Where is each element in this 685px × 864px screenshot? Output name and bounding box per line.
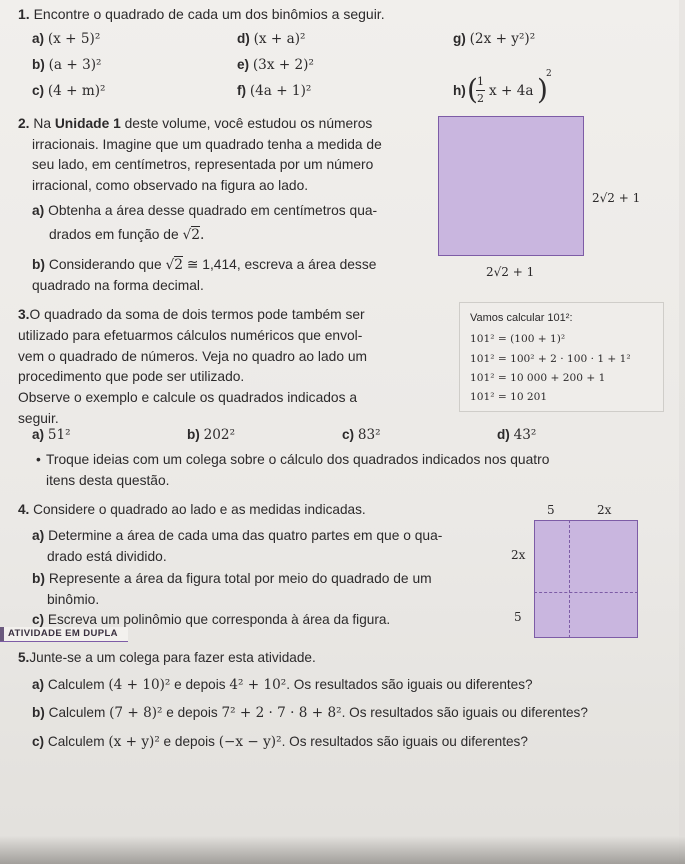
q4-fig-left-bottom-label: 5 [514, 610, 522, 624]
q2-line-1: Na Unidade 1 deste volume, você estudou os números [33, 116, 373, 131]
q1-item-g: g) (2x + y²)² [453, 31, 536, 47]
q1-item-c: c) (4 + m)² [32, 83, 106, 99]
q1-item-f: f) (4a + 1)² [237, 83, 312, 99]
badge-marker [0, 627, 4, 641]
q5-item-c: c) Calculem (x + y)² e depois (−x − y)². Os resultados são iguais ou diferentes? [32, 734, 528, 750]
q3-box-line: 101² = (100 + 1)² [470, 333, 566, 345]
q4-item-b: b) Represente a área da figura total por meio do quadrado de um binômio. [32, 571, 432, 607]
page-bottom-shadow [0, 836, 685, 864]
q3-box-line: 101² = 100² + 2 · 100 · 1 + 1² [470, 353, 631, 365]
q4-divider-vertical [569, 520, 570, 638]
q3-item-c: c) 83² [342, 427, 381, 443]
q1-heading [18, 6, 385, 22]
q3-paragraph: 3.O quadrado da soma de dois termos pode também ser utilizado para efetuarmos cálculos numéricos que envol- vem o quadrado de números. Veja no quadro ao lado um procedimento que pode ser utilizado. Observe o exemplo e calcule os quadrados indicados a seguir. [18, 307, 367, 426]
q4-fig-top-left-label: 5 [547, 503, 555, 517]
q2-bold-term: Unidade 1 [54, 116, 121, 131]
q4-fig-left-top-label: 2x [511, 548, 526, 562]
q5-heading: 5.Junte-se a um colega para fazer esta atividade. [18, 650, 316, 665]
textbook-page: 1. Encontre o quadrado de cada um dos binômios a seguir. a) (x + 5)² b) (a + 3)² c) (4 + m)² d) (x + a)² e) (3x + 2)² f) (4a + 1)² g) (2x + y²)² h) ( 1 2 x + 4a ) 2 2. Na Unidade 1 deste volume, você estudou os números irracionais. Imagine que um quadrado tenha a medida de seu lado, em centímetros, representada por um número irracional, como observado na figura ao lado. a) Obtenha a área desse quadrado em centímetros qua- drados em função de √2. b) Considerando que √2 ≅ 1,414, escreva a área desse quadrado na forma decimal. 2√2 + 1 2√2 + 1 3.O quadrado da soma de dois termos pode também ser utilizado para efetuarmos cálculos numéricos que envol- vem o quadrado de números. Veja no quadro ao lado um procedimento que pode ser utilizado. Observe o exemplo e calcule os quadrados indicados a seguir. Vamos calcular 101²: 101² = (100 + 1)² 101² = 100² + 2 · 100 · 1 + 1² 101² = 10 000 + 200 + 1 101² = 10 201 a) 51² b) 202² c) 83² d) 43² • Troque ideias com um colega sobre o cálculo dos quadrados indicados nos quatro itens desta questão. 4. Considere o quadrado ao lado e as medidas indicadas. a) Determine a área de cada uma das quatro partes em que o qua- drado está dividido. b) Represente a área da figura total por meio do quadrado de um binômio. c) Escreva um polinômio que corresponda à área da figura. 5 2x 2x 5 ATIVIDADE EM DUPLA 5.Junte-se a um colega para fazer esta atividade. a) Calculem (4 + 10)² e depois 4² + 10². Os resultados são iguais ou diferentes? b) Calculem (7 + 8)² e depois 7² + 2 · 7 · 8 + 8². Os resultados são iguais ou diferentes? c) Calculem (x + y)² e depois (−x − y)². Os resultados são iguais ou diferentes? [0, 0, 685, 864]
badge-text: ATIVIDADE EM DUPLA [8, 628, 118, 639]
q5-item-b: b) Calculem (7 + 8)² e depois 7² + 2 · 7 · 8 + 8². Os resultados são iguais ou diferentes? [32, 705, 588, 721]
q3-item-d: d) 43² [497, 427, 537, 443]
q2-square-figure [438, 116, 584, 256]
q2-fig-side-right-label: 2√2 + 1 [592, 191, 641, 205]
q3-example-box [459, 302, 664, 412]
q3-box-title: Vamos calcular 101²: [470, 312, 573, 324]
q4-heading: 4. Considere o quadrado ao lado e as medidas indicadas. [18, 502, 366, 517]
q1-item-b: b) (a + 3)² [32, 57, 102, 73]
q1-number: 1. [18, 6, 30, 22]
q4-item-a: a) Determine a área de cada uma das quatro partes em que o qua- drado está dividido. [32, 528, 443, 564]
q4-item-c: c) Escreva um polinômio que corresponda à área da figura. [32, 612, 391, 627]
bullet-icon: • [36, 452, 41, 467]
page-edge [679, 0, 685, 864]
q2-item-b: b) Considerando que √2 ≅ 1,414, escreva a área desse quadrado na forma decimal. [32, 257, 377, 293]
q2-paragraph: 2. Na Unidade 1 deste volume, você estudou os números irracionais. Imagine que um quadrado tenha a medida de seu lado, em centímetros, representada por um número irracional, como observado na figura ao lado. [18, 116, 382, 193]
q2-item-a: a) Obtenha a área desse quadrado em centímetros qua- drados em função de √2. [32, 203, 378, 243]
activity-badge [0, 627, 128, 642]
q5-item-a: a) Calculem (4 + 10)² e depois 4² + 10². Os resultados são iguais ou diferentes? [32, 677, 533, 693]
q4-divider-horizontal [534, 592, 638, 593]
q3-bullet: • Troque ideias com um colega sobre o cálculo dos quadrados indicados nos quatro itens desta questão. [36, 452, 550, 488]
q2-fig-side-bottom-label: 2√2 + 1 [486, 265, 535, 279]
q4-fig-top-right-label: 2x [597, 503, 612, 517]
q3-box-line: 101² = 10 201 [470, 391, 548, 403]
q1-item-e: e) (3x + 2)² [237, 57, 314, 73]
q1-prompt: Encontre o quadrado de cada um dos binômios a seguir. [33, 6, 385, 22]
q4-square-figure [534, 520, 638, 638]
q3-item-a: a) 51² [32, 427, 71, 443]
q1-item-d: d) (x + a)² [237, 31, 306, 47]
q1-item-a: a) (x + 5)² [32, 31, 101, 47]
q3-box-line: 101² = 10 000 + 200 + 1 [470, 372, 606, 384]
q3-item-b: b) 202² [187, 427, 236, 443]
